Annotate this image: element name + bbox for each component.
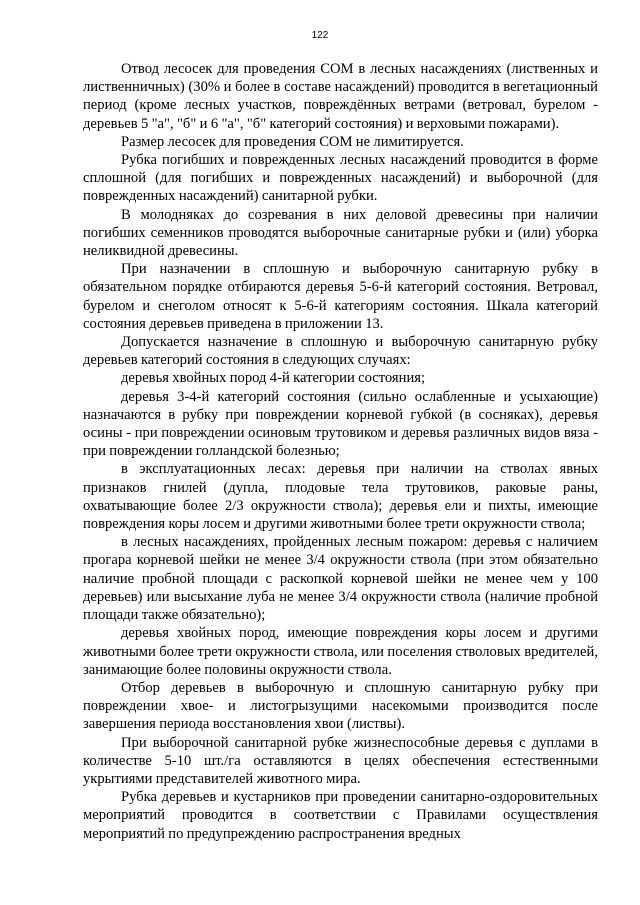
paragraph-plot-allocation: Отвод лесосек для проведения СОМ в лесных насаждениях (лиственных и лиственничных) (30% и более в составе насаждений) проводится в вегетационный период (кроме лесных участков, повреждённых ветрами (ветровал, бурелом - деревьев 5 "а", "б" и 6 "а", "б" категорий состояния) и верховыми пожарами).	[83, 61, 598, 132]
paragraph-felling-forms: Рубка погибших и поврежденных лесных насаждений проводится в форме сплошной (для погибших и поврежденных насаждений) и выборочной (для поврежденных насаждений) санитарной рубки.	[83, 152, 598, 205]
list-item-bark-damage: деревья хвойных пород, имеющие повреждения коры лосем и другими животными более трети окружности ствола, или поселения стволовых вредителей, занимающие более половины окружности ствола.	[83, 625, 598, 678]
document-body	[83, 60, 598, 843]
paragraph-plot-size: Размер лесосек для проведения СОМ не лимитируется.	[121, 133, 464, 150]
list-item-root-fungus: деревья 3-4-й категорий состояния (сильно ослабленные и усыхающие) назначаются в рубку при повреждении корневой губкой (в сосняках), деревья осины - при повреждении осиновым трутовиком и деревья различных видов вяза - при повреждении голландской болезнью;	[83, 388, 598, 460]
list-item-exploitation-forests: в эксплуатационных лесах: деревья при наличии на стволах явных признаков гнилей (дупла, плодовые тела трутовиков, раковые раны, охватывающие более 2/3 окружности ствола); деревья ели и пихты, имеющие повреждения коры лосем и другими животными более трети окружности ствола;	[83, 461, 598, 533]
paragraph-young-stands: В молодняках до созревания в них деловой древесины при наличии погибших семенников проводятся выборочные санитарные рубки и (или) уборка неликвидной древесины.	[83, 206, 598, 260]
list-item-fire-damage: в лесных насаждениях, пройденных лесным пожаром: деревья с наличием прогара корневой шейки не менее 3/4 окружности ствола (при этом обязательно наличие пробной площади с раскопкой корневой шейки не менее чем у 100 деревьев) или высыхание луба не менее 3/4 окружности ствола (наличие пробной площади также обязательно);	[83, 534, 598, 624]
paragraph-tree-selection: При назначении в сплошную и выборочную санитарную рубку в обязательном порядке отбираются деревья 5-6-й категорий состояния. Ветровал, бурелом и снеголом относят к 5-6-й категориям состояния. Шкала категорий состояния деревьев приведена в приложении 13.	[83, 261, 598, 332]
paragraph-insect-damage: Отбор деревьев в выборочную и сплошную санитарную рубку при повреждении хвое- и листогрызущими насекомыми производится после завершения периода восстановления хвои (листвы).	[83, 679, 598, 733]
paragraph-allowed-cases: Допускается назначение в сплошную и выборочную санитарную рубку деревьев категорий состояния в следующих случаях:	[83, 334, 598, 369]
paragraph-sanitary-measures: Рубка деревьев и кустарников при проведении санитарно-оздоровительных мероприятий проводится в соответствии с Правилами осуществления мероприятий по предупреждению распространения вредных	[83, 789, 598, 842]
paragraph-hollow-trees: При выборочной санитарной рубке жизнеспособные деревья с дуплами в количестве 5-10 шт./га оставляются в целях обеспечения естественными укрытиями представителей животного мира.	[83, 734, 598, 787]
page-number: 122	[311, 30, 329, 41]
list-item-conifers: деревья хвойных пород 4-й категории состояния;	[121, 370, 426, 387]
